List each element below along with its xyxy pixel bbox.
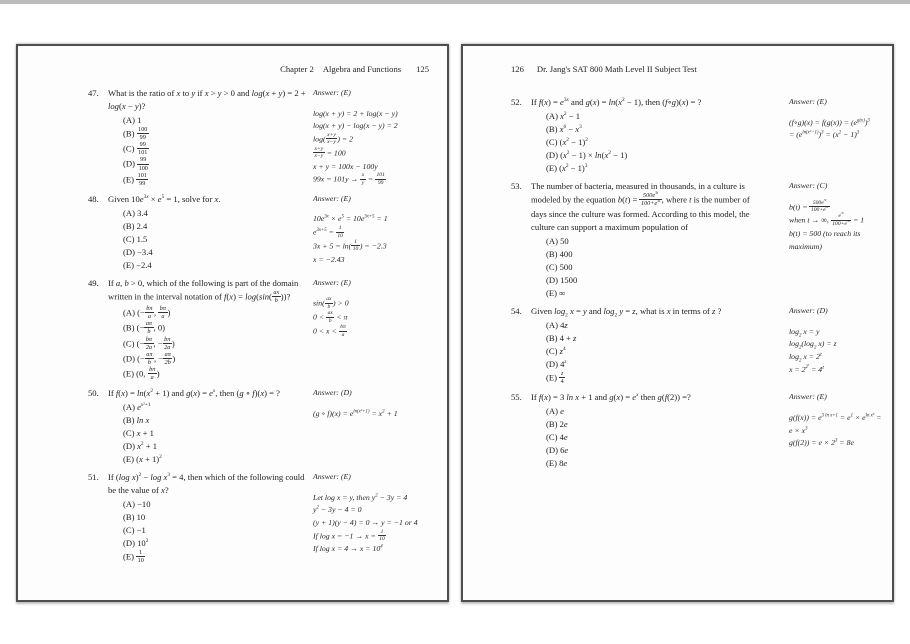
- solution-work: [789, 412, 886, 450]
- answer-label: Answer: (D): [789, 306, 828, 316]
- chapter-label: Chapter 2: [280, 64, 314, 74]
- solution-work: [313, 297, 441, 339]
- solution-work: [789, 326, 886, 376]
- solution-step: x + y = 100x − 100y: [313, 161, 378, 171]
- answer-choice: (A) −10: [123, 499, 151, 510]
- solution-column: [313, 471, 447, 556]
- answer-choice: (C) x + 1: [123, 428, 154, 439]
- answer-label: Answer: (E): [313, 277, 351, 287]
- answer-label: Answer: (C): [789, 181, 828, 190]
- solution-work: [789, 117, 886, 142]
- question-text: Given $\log_2 x = y$ and $\log_2 y = z$, what is x in terms of z ?: [531, 306, 722, 319]
- question-text: If $f(x) = \ln(x^2 + 1)$ and $g(x) = e^x$, then (g ∘ f)(x) = ?: [108, 388, 280, 399]
- answer-choice: (C) $(x^2 - 1)^2$: [546, 137, 588, 147]
- solution-step: $e^{3x+5}$ = $\frac{1}{10}$: [313, 225, 343, 239]
- solution-step: $g(f(2)) = e \times 2^3 = 8e$: [789, 438, 854, 448]
- screen-top-edge: [0, 0, 910, 4]
- question-text: If (log $x)^2 - \log x^3 = 4$, then which of the following could be the value of x?: [108, 472, 305, 496]
- question-body: [108, 277, 313, 382]
- solution-step: 0 < x < $\frac{b\pi}{a}$: [313, 324, 346, 338]
- question-text: If f(x) = 3 ln x + 1 and $g(x) = e^x$ then g(f(2)) =?: [531, 392, 691, 403]
- answer-choice: (D) $\frac{99}{100}$: [123, 156, 148, 172]
- question-number: 51.: [88, 472, 99, 483]
- question-body: [108, 193, 313, 272]
- answer-choice: (A) 1: [123, 115, 142, 125]
- answer-choice: (E) $(x^2 - 1)^3$: [546, 163, 588, 173]
- question-text: If $f(x) = e^{3x}$ and $g(x) = \ln(x^2 - 1)$, then (f∘g)(x) = ?: [531, 97, 702, 107]
- question-row: [18, 193, 447, 272]
- solution-step: log(x + y) = 2 + log(x − y): [313, 108, 398, 118]
- answer-choice: (E) $\frac{1}{10}$: [123, 549, 144, 565]
- question-body: [108, 471, 313, 565]
- solution-column: [789, 96, 892, 142]
- page-header: [18, 64, 447, 74]
- question-body: [531, 180, 789, 300]
- choice-list: [546, 235, 789, 300]
- question-number: 54.: [511, 306, 522, 317]
- solution-step: (f∘g)(x) = $f(g(x)) = (e^{g(x)})^3$: [789, 117, 870, 127]
- book-page-right: [461, 44, 894, 602]
- solution-step: 0 < $\frac{ax}{b}$ < π: [313, 310, 348, 324]
- answer-choice: (C) (− $\frac{b\pi}{2a}$ , − $\frac{b\pi}{2a}$ ): [123, 335, 175, 351]
- answer-choice: (D) $x^2 + 1$: [123, 441, 158, 452]
- question-row: [463, 96, 892, 175]
- answer-choice: (E) −2.4: [123, 259, 152, 270]
- question-number: 55.: [511, 392, 522, 403]
- book-page-left: [16, 44, 449, 602]
- answer-choice: (A) 50: [546, 236, 569, 247]
- solution-step: log( $\frac{x+y}{x-y}$ ) = 2: [313, 131, 353, 146]
- answer-choice: (B) 2e: [546, 419, 568, 430]
- solution-step: $\log_2 x = y$: [789, 326, 820, 339]
- page-number: 125: [416, 64, 429, 74]
- solution-step: If $\log x = 4 \to x = 10^4$: [313, 544, 383, 554]
- choice-list: [546, 405, 789, 470]
- answer-label: Answer: (E): [313, 88, 351, 97]
- answer-choice: (B) (− $\frac{a\pi}{b}$ , 0): [123, 320, 165, 336]
- answer-choice: (E) ∞: [546, 288, 566, 299]
- solution-step: (g ∘ $f)(x) = e^{ln(x^2+1)} = x^2 + 1$: [313, 408, 398, 418]
- answer-choice: (D) 6e: [546, 445, 569, 456]
- book-title: Dr. Jang's SAT 800 Math Level II Subject Test: [536, 64, 697, 74]
- page-header: [463, 64, 892, 74]
- question-row: [463, 180, 892, 300]
- question-text: The number of bacteria, measured in thousands, in a culture is modeled by the equation b(t) = $\frac{500e^{3t}}{100+e^{3t}}$ , where t is the number of days since the culture was formed. According to this model, the culture can support a maximum population of: [531, 181, 750, 233]
- choice-list: [123, 114, 313, 188]
- solution-step: $g(f(x)) = e^{3 ln x+1} = e^1 \times e^{ln x^3} = e \times x^3$: [789, 413, 882, 435]
- question-number: 53.: [511, 181, 522, 191]
- answer-choice: (D) −3.4: [123, 246, 153, 257]
- solution-column: [789, 180, 892, 254]
- answer-choice: (B) ln x: [123, 415, 150, 426]
- solution-step: b(t) = 500 (to reach its maximum): [789, 229, 861, 251]
- question-row: [18, 387, 447, 466]
- solution-column: [789, 391, 892, 449]
- question-body: [108, 387, 313, 466]
- answer-choice: (E) $\frac{101}{99}$: [123, 171, 147, 187]
- solution-column: [313, 193, 447, 267]
- answer-choice: (C) $z^4$: [546, 346, 566, 357]
- solution-step: If log x = −1 → x = $\frac{1}{10}$: [313, 528, 385, 542]
- solution-column: [313, 277, 447, 339]
- answer-choice: (B) 10: [123, 512, 146, 523]
- solution-step: x = −2.43: [313, 254, 345, 264]
- answer-label: Answer: (E): [313, 193, 351, 203]
- question-number: 52.: [511, 97, 522, 107]
- answer-choice: (A) $e^{x^2+1}$: [123, 402, 151, 413]
- question-row: [463, 305, 892, 386]
- solution-work: [789, 197, 886, 254]
- answer-choice: (B) $x^6 - x^3$: [546, 124, 582, 134]
- solution-step: $y^2 - 3y - 4 = 0$: [313, 505, 362, 515]
- answer-choice: (B) 2.4: [123, 220, 148, 231]
- solution-column: [313, 87, 447, 187]
- answer-choice: (A) 4z: [546, 320, 568, 331]
- solution-step: 99x = 101y → $\frac{x}{y}$ = $\frac{101}{99}$: [313, 172, 385, 186]
- chapter-title: Algebra and Functions: [322, 64, 402, 74]
- answer-choice: (E) 8e: [546, 458, 568, 469]
- answer-choice: (E) $\frac{z}{4}$: [546, 370, 564, 386]
- question-text: If a, b > 0, which of the following is part of the domain written in the interval notation of f(x) = log(sin( $\frac{ax}{b}$ ))?: [108, 277, 299, 304]
- solution-step: = $(e^{ln(x^2-1)})^3 = (x^2 - 1)^3$: [789, 130, 860, 140]
- answer-choice: (C) 500: [546, 262, 573, 273]
- solution-step: log(x + y) − log(x − y) = 2: [313, 121, 398, 131]
- question-number: 48.: [88, 193, 99, 204]
- question-number: 50.: [88, 388, 99, 399]
- page-number: 126: [511, 64, 524, 74]
- question-row: [18, 87, 447, 188]
- question-row: [18, 277, 447, 382]
- answer-choice: (D) $10^2$: [123, 538, 149, 549]
- solution-step: $x = 2^{2^z} = 4^z$: [789, 362, 825, 374]
- solution-column: [313, 387, 447, 420]
- solution-step: (y + 1)(y − 4) = 0 → y = −1 or 4: [313, 517, 418, 527]
- answer-label: Answer: (E): [789, 392, 827, 402]
- answer-choice: (C) 1.5: [123, 233, 148, 244]
- solution-step: $\log_2(\log_2$ x) = z: [789, 339, 837, 351]
- solution-step: b(t) = $\frac{500e^{3t}}{100+e^{3t}}$: [789, 197, 829, 214]
- answer-choice: (E) (0, $\frac{b\pi}{a}$ ): [123, 365, 160, 382]
- question-body: [531, 305, 789, 386]
- answer-choice: (B) 400: [546, 249, 573, 260]
- solution-work: [313, 492, 441, 556]
- question-row: [463, 391, 892, 470]
- question-row: [18, 471, 447, 565]
- answer-label: Answer: (D): [313, 388, 352, 398]
- solution-work: [313, 408, 441, 421]
- question-number: 49.: [88, 277, 99, 288]
- answer-choice: (E) $(x + 1)^2$: [123, 454, 162, 465]
- solution-work: [313, 108, 441, 187]
- choice-list: [123, 498, 313, 565]
- question-body: [108, 87, 313, 188]
- solution-step: sin( $\frac{ax}{b}$ ) > 0: [313, 296, 349, 310]
- question-list: [463, 74, 892, 470]
- answer-choice: (A) (− $\frac{b\pi}{a}$ , $\frac{b\pi}{a}$ ): [123, 305, 171, 321]
- answer-choice: (A) 3.4: [123, 207, 148, 218]
- answer-choice: (C) $\frac{99}{101}$: [123, 141, 148, 157]
- choice-list: [546, 110, 789, 175]
- choice-list: [123, 401, 313, 466]
- answer-choice: (D) 1500: [546, 275, 578, 286]
- answer-label: Answer: (E): [313, 472, 351, 482]
- answer-choice: (D) $(x^2 - 1) \times \ln(x^2 - 1)$: [546, 150, 628, 160]
- answer-choice: (C) −1: [123, 525, 146, 536]
- solution-step: when t → ∞, $\frac{e^{3t}}{100+e^{3t}}$ = 1: [789, 211, 865, 227]
- choice-list: [123, 306, 313, 382]
- answer-choice: (B) 4 + z: [546, 333, 577, 344]
- choice-list: [546, 319, 789, 386]
- answer-label: Answer: (E): [789, 97, 827, 106]
- question-text: Given $10e^{3x} \times e^5 = 1$, solve for x.: [108, 193, 221, 204]
- solution-step: 3x + 5 = ln( $\frac{1}{10}$ ) = −2.3: [313, 238, 387, 253]
- solution-column: [789, 305, 892, 376]
- question-text: What is the ratio of x to y if x > y > 0 and log(x + y) = 2 + log(x − y)?: [108, 88, 306, 111]
- answer-choice: (D) (− $\frac{a\pi}{b}$ , − $\frac{a\pi}{2b}$ ): [123, 350, 176, 366]
- question-list: [18, 74, 447, 565]
- answer-choice: (C) 4e: [546, 432, 568, 443]
- solution-step: $\log_2 x = 2^z$: [789, 352, 822, 364]
- question-body: [531, 391, 789, 470]
- answer-choice: (B) $\frac{100}{99}$: [123, 126, 148, 142]
- answer-choice: (A) $x^2 - 1$: [546, 111, 581, 121]
- answer-choice: (D) 4$^z$: [546, 359, 567, 370]
- answer-choice: (A) e: [546, 406, 564, 417]
- question-body: [531, 96, 789, 175]
- solution-step: $\frac{x+y}{x-y}$ = 100: [314, 145, 346, 160]
- solution-step: $10e^{3x} \times e^5 = 10e^{3x+5} = 1$: [313, 214, 388, 224]
- choice-list: [123, 207, 313, 272]
- question-number: 47.: [88, 88, 99, 98]
- solution-work: [313, 213, 441, 266]
- solution-step: Let log x = y, then $y^2 - 3y = 4$: [313, 492, 408, 502]
